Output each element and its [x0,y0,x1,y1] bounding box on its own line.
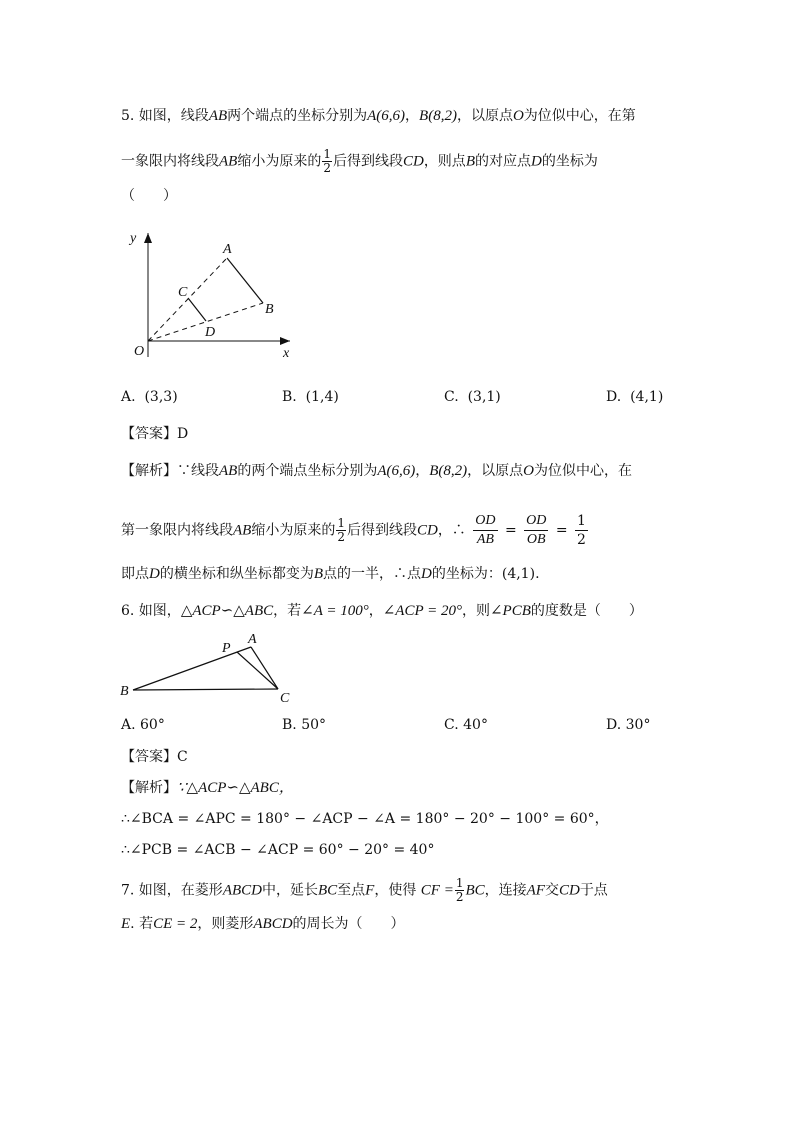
q6-analysis-line2: ∴∠BCA = ∠APC = 180° − ∠ACP − ∠A = 180° − 20° − 100° = 60°， [121,811,609,827]
q5-option-b[interactable]: B. (1,4) [282,389,339,405]
segment-CD [188,298,206,321]
q6-option-c[interactable]: C. 40° [444,717,488,733]
label-A: A [223,242,232,257]
label-C: C [280,691,290,706]
label-B: B [120,684,129,699]
q5-stem-line2: 一象限内将线段AB缩小为原来的 $\frac{1}{2}$ 后得到线段CD，则点B的对应点D的坐标为 [121,147,598,175]
x-axis-arrow [280,337,290,345]
ray-OA [148,258,227,341]
ratio-od-ob: $\frac{OD}{OB}$ [526,513,547,547]
q5-figure [125,225,305,365]
label-O: O [134,344,145,359]
y-axis-arrow [144,233,152,243]
label-D: D [205,325,216,340]
q6-figure [115,627,300,707]
segment-BA [133,647,251,690]
label-P: P [222,641,231,656]
q5-option-a[interactable]: A. (3,3) [121,389,178,405]
q6-stem: 6. 如图，△ACP∽△ABC，若∠A = 100°，∠ACP = 20°，则∠PCB的度数是（ ） [121,603,643,619]
q6-option-d[interactable]: D. 30° [606,717,651,733]
ratio-od-ab: $\frac{OD}{AB}$ [475,513,496,547]
q6-analysis-line3: ∴∠PCB = ∠ACB − ∠ACP = 60° − 20° = 40° [121,842,435,858]
q6-option-a[interactable]: A. 60° [121,717,165,733]
q7-stem-line1: 7. 如图，在菱形ABCD中，延长BC至点F，使得 CF = $\frac{1}{2}$ BC，连接AF交CD于点 [121,876,608,904]
q5-stem-line1: 5. 如图，线段AB两个端点的坐标分别为A(6,6)，B(8,2)，以原点O为位似中心，在第 [121,108,636,124]
q5-paren: （ ） [121,188,177,204]
label-x: x [283,346,290,361]
q5-analysis-line2: 第一象限内将线段AB缩小为原来的 $\frac{1}{2}$ 后得到线段CD，∴ $\frac{OD}{AB}$ = $\frac{OD}{OB}$ = $\frac{1}{2}$ [121,513,586,548]
label-C: C [178,285,188,300]
segment-AB [227,258,263,303]
q7-stem-line2: E. 若CE = 2，则菱形ABCD的周长为（ ） [121,916,405,932]
q6-answer: 【答案】C [121,749,188,765]
q5-half-fraction: $\frac{1}{2}$ [323,147,331,175]
q7-half-fraction: $\frac{1}{2}$ [455,876,464,904]
q5-analysis-line1: 【解析】∵线段AB的两个端点坐标分别为A(6,6)，B(8,2)，以原点O为位似中心，在 [121,463,632,479]
ratio-one-half: $\frac{1}{2}$ [577,513,586,548]
label-B: B [265,302,274,317]
label-y: y [130,231,137,246]
q5-option-c[interactable]: C. (3,1) [444,389,501,405]
q5-answer: 【答案】D [121,426,189,442]
q5-option-d[interactable]: D. (4,1) [606,389,664,405]
q5-analysis-line3: 即点D的横坐标和纵坐标都变为B点的一半，∴点D的坐标为：(4,1). [121,566,540,582]
label-A: A [248,632,257,647]
q6-option-b[interactable]: B. 50° [282,717,327,733]
segment-BC [133,689,278,690]
q6-analysis-line1: 【解析】∵△ACP∽△ABC， [121,780,294,796]
